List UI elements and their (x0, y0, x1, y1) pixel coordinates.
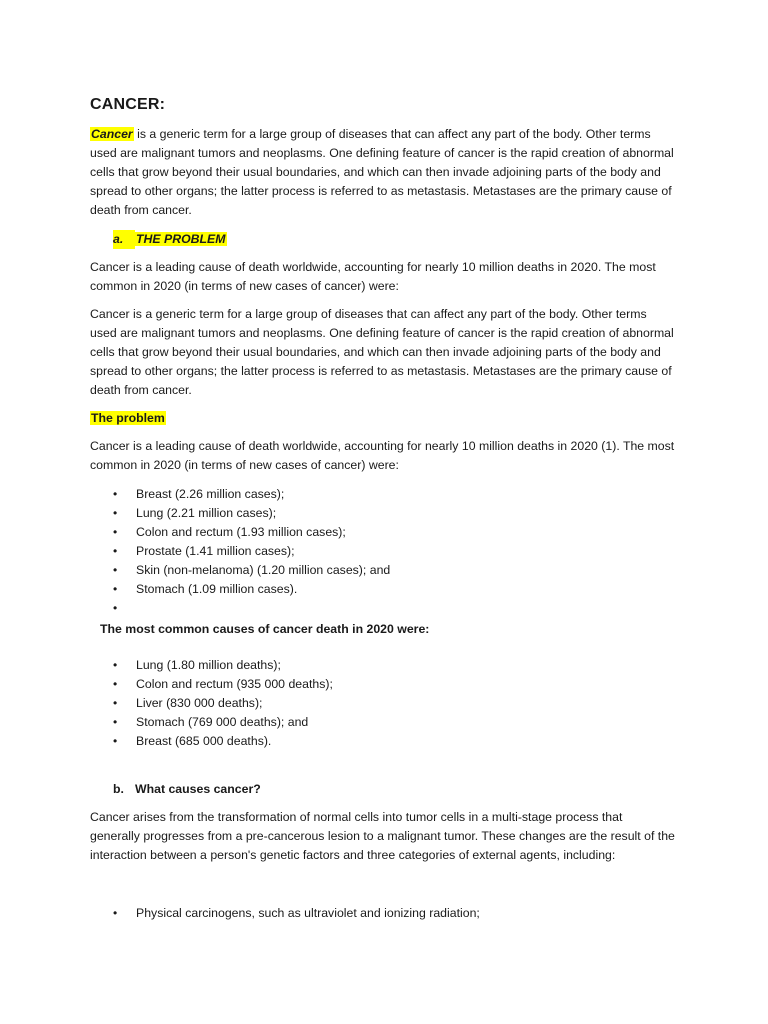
intro-term: Cancer (91, 127, 133, 141)
bullet-icon: • (113, 601, 118, 615)
list-item-text: Breast (2.26 million cases); (136, 487, 285, 501)
list-item (113, 504, 390, 523)
paragraph-deaths-detail: Cancer is a leading cause of death worldwide, accounting for nearly 10 million deaths in 2020 (1). The most common in 2020 (in terms of new cases of cancer) were: (90, 439, 675, 472)
bullet-icon: • (113, 677, 118, 691)
intro-text: is a generic term for a large group of diseases that can affect any part of the body. Other terms used are malignant tumors and neoplasms. One defining feature of cancer is the rapid creation of abnormal cells that grow beyond their usual boundaries, and which can then invade adjoining parts of the body and spread to other organs; the latter process is referred to as metastasis. Metastases are the primary cause of death from cancer. (90, 127, 674, 217)
list-item (113, 713, 333, 732)
list-item (113, 599, 390, 618)
list-item (113, 485, 390, 504)
deaths-list (113, 656, 333, 751)
section-a-title: THE PROBLEM (136, 232, 226, 246)
list-item-text: Skin (non-melanoma) (1.20 million cases); and (136, 563, 391, 577)
bullet-icon: • (113, 906, 118, 920)
bullet-icon: • (113, 696, 118, 710)
section-a-marker: a. (113, 230, 135, 249)
list-item-text: Stomach (1.09 million cases). (136, 582, 298, 596)
bullet-icon: • (113, 487, 118, 501)
list-item-text: Breast (685 000 deaths). (136, 734, 272, 748)
paragraph-deaths-overview: Cancer is a leading cause of death worldwide, accounting for nearly 10 million deaths in 2020. The most common in 2020 (in terms of new cases of cancer) were: (90, 260, 656, 293)
problem-heading-line (90, 409, 675, 428)
list-item (113, 542, 390, 561)
list-item (113, 523, 390, 542)
paragraph-causes: Cancer arises from the transformation of normal cells into tumor cells in a multi-stage process that generally progresses from a pre-cancerous lesion to a malignant tumor. These changes are the result of the interaction between a person's genetic factors and three categories of external agents, including: (90, 810, 675, 862)
bullet-icon: • (113, 734, 118, 748)
bullet-icon: • (113, 582, 118, 596)
list-item (113, 904, 480, 923)
bullet-icon: • (113, 544, 118, 558)
bullet-icon: • (113, 525, 118, 539)
list-item-text: Prostate (1.41 million cases); (136, 544, 295, 558)
problem-heading: The problem (91, 411, 165, 425)
section-b-title: What causes cancer? (135, 782, 261, 796)
bullet-icon: • (113, 506, 118, 520)
bullet-icon: • (113, 563, 118, 577)
paragraph-definition-repeat: Cancer is a generic term for a large group of diseases that can affect any part of the body. Other terms used are malignant tumors and neoplasms. One defining feature of cancer is the rapid creation of abnormal cells that grow beyond their usual boundaries, and which can then invade adjoining parts of the body and spread to other organs; the latter process is referred to as metastasis. Metastases are the primary cause of death from cancer. (90, 307, 674, 397)
list-item-text: Physical carcinogens, such as ultraviolet and ionizing radiation; (136, 906, 480, 920)
list-item (113, 675, 333, 694)
list-item (113, 561, 390, 580)
section-b-heading (113, 780, 261, 799)
page-title: CANCER: (90, 96, 166, 113)
list-item (113, 656, 333, 675)
list-item-text: Lung (2.21 million cases); (136, 506, 277, 520)
agents-list (113, 904, 480, 923)
list-item (113, 732, 333, 751)
list-item-text: Stomach (769 000 deaths); and (136, 715, 309, 729)
list-item-text: Colon and rectum (1.93 million cases); (136, 525, 346, 539)
section-a-heading (113, 230, 227, 249)
cases-list (113, 485, 390, 618)
bullet-icon: • (113, 715, 118, 729)
bullet-icon: • (113, 658, 118, 672)
section-b-marker: b. (113, 782, 124, 796)
deaths-heading: The most common causes of cancer death in 2020 were: (100, 622, 430, 636)
list-item-text: Colon and rectum (935 000 deaths); (136, 677, 333, 691)
intro-paragraph (90, 125, 675, 220)
list-item (113, 580, 390, 599)
list-item-text: Lung (1.80 million deaths); (136, 658, 281, 672)
list-item-text: Liver (830 000 deaths); (136, 696, 263, 710)
list-item (113, 694, 333, 713)
